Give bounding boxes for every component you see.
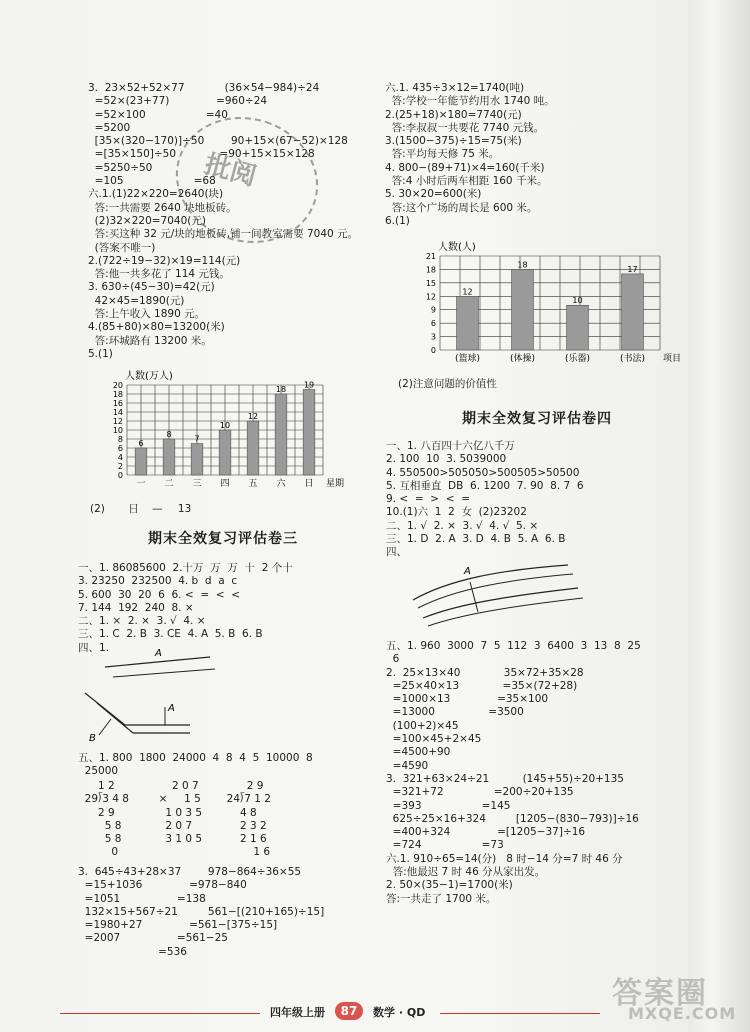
left-col1-line: 42×45=1890(元) [88,294,185,307]
division2-line: 2 9 [220,780,264,792]
bar-value-label: 18 [517,260,528,270]
bar [512,269,534,350]
right-col3-line: =13000 =3500 [386,706,524,719]
right-col3-line: 3. 321+63×24÷21 (145+55)÷20+135 [386,772,624,785]
left-col4-line: =2007 =561−25 [78,932,228,945]
right-col3-line: =393 =145 [386,799,511,812]
left-column-section-4 [78,866,324,959]
left-col1-line: 答:他一共多花了 114 元钱。 [88,268,230,281]
category-label: 三 [192,479,202,489]
left-col1-line: =105 =68 [88,175,216,188]
right-geometry-diagram [408,560,588,630]
bar [567,305,589,350]
left-col2-line: 5. 600 30 20 6 6. < = < < [78,588,241,601]
left-col1-line: =52×100 =40 [88,108,228,121]
page-fold [688,0,750,1032]
right-col3-line: =4500+90 [386,746,451,759]
right-col1-line: 六.1. 435÷3×12=1740(吨) [385,82,525,94]
right-col3-line: =321+72 =200÷20+135 [386,786,574,799]
right-col3-line: 答:一共走了 1700 米。 [386,892,497,905]
right-col3-line: =100×45+2×45 [386,733,482,746]
svg-text:B: B [89,733,96,744]
chart-title: 人数(万人) [125,371,173,382]
left-col2-line: 四、1. [78,641,110,654]
right-col1-line: 答:李叔叔一共要花 7740 元钱。 [385,121,545,134]
svg-text:A: A [168,703,175,714]
bar-value-label: 10 [572,296,583,306]
bar-value-label: 6 [138,439,144,448]
right-col2-line: 10.(1)六 1 2 女 (2)23202 [386,506,527,519]
left-col1-line: 答:环城路有 13200 米。 [88,334,212,347]
division1-line: 5 8 [78,819,122,832]
category-label: (书法) [619,354,646,364]
right-col2-line: 一、1. 八百四十六亿八千万 [386,440,515,452]
left-note-pre: (2) [90,503,105,515]
left-col1-line: =[35×150]÷50 =90+15×15×128 [88,148,315,161]
y-tick-label: 8 [117,435,123,444]
right-col2-line: 5. 互相垂直 DB 6. 1200 7. 90 8. 7 6 [386,479,584,492]
left-col1-line: =5250÷50 [88,161,153,174]
category-label: 五 [248,479,258,489]
left-note-val: 13 [177,503,192,515]
y-tick-label: 4 [117,453,123,462]
right-col2-line: 2. 100 10 3. 5039000 [386,453,507,466]
svg-text:A: A [155,648,162,659]
right-col1-line: 2.(25+18)×180=7740(元) [385,108,522,121]
chart-title: 人数(人) [438,242,476,253]
right-col1-line: 答:4 小时后两车相距 160 千米。 [385,175,548,188]
y-tick-label: 2 [117,462,123,471]
category-label: 日 [304,479,314,489]
right-col3-line: 2. 50×(35−1)=1700(米) [386,879,513,892]
left-col3-line: 五、1. 800 1800 24000 4 8 4 5 10000 8 [78,752,313,764]
x-axis-label: 星期 [326,479,345,489]
right-col1-line: 答:这个广场的周长是 600 米。 [385,201,538,214]
multiplication-1 [152,780,202,846]
y-tick-label: 6 [430,319,436,329]
right-col3-line: 答:他最迟 7 时 46 分从家出发。 [386,866,546,879]
left-column-section-2 [78,562,293,655]
bar-value-label: 12 [462,287,473,297]
bar [191,444,203,476]
bar-value-label: 8 [166,430,172,439]
division2-line: 1 6 [220,846,271,859]
category-label: 六 [276,479,286,489]
y-tick-label: 14 [112,408,123,417]
title-exam-4: 期末全效复习评估卷四 [462,411,612,427]
footer-subject: 数学 · QD [373,1006,426,1019]
watermark-logo: 答案圈 [612,976,708,1011]
left-col1-line: 5.(1) [88,347,113,360]
division2-line: 2 1 6 [220,833,267,846]
bar [622,274,644,350]
y-tick-label: 21 [425,252,436,261]
right-column-section-1 [385,82,555,228]
y-tick-label: 10 [112,426,123,435]
category-label: 一 [136,479,146,489]
right-col3-line: 2. 25×13×40 35×72+35×28 [386,666,584,679]
category-label: (篮球) [454,354,481,364]
left-col2-line: 7. 144 192 240 8. × [78,601,194,614]
x-axis-label: 项目 [663,354,682,364]
long-division-2 [220,780,271,860]
bar [247,421,259,475]
y-tick-label: 0 [117,471,123,480]
right-col1-line: 3.(1500−375)÷15=75(米) [385,135,522,148]
left-note-dash: — [152,503,163,515]
footer-grade: 四年级上册 [270,1006,325,1019]
bar-value-label: 12 [247,412,259,421]
right-col1-line: 6.(1) [385,214,410,227]
left-col1-line: 答:一共需要 2640 块地板砖。 [88,201,237,214]
y-tick-label: 18 [425,265,436,275]
mult1-line: 3 1 0 5 [152,833,203,846]
right-col2-line: 4. 550500>505050>500505>50500 [386,466,580,479]
left-col1-line: (2)32×220=7040(元) [88,214,206,227]
left-col1-line: 3. 630÷(45−30)=42(元) [88,281,215,294]
right-col2-line: 二、1. √ 2. × 3. √ 4. √ 5. × [386,519,539,532]
left-bar-chart [95,363,345,489]
right-col1-line: 答:学校一年能节约用水 1740 吨。 [385,95,555,108]
right-col3-line: 五、1. 960 3000 7 5 112 3 6400 3 13 8 25 [386,640,641,652]
left-col1-line: 4.(85+80)×80=13200(米) [88,321,225,334]
title-exam-3: 期末全效复习评估卷三 [148,531,298,547]
mult1-line: 1 0 3 5 [152,806,203,819]
right-col2-line: 9. < = > < = [386,493,471,506]
left-col2-line: 二、1. × 2. × 3. √ 4. × [78,615,206,628]
page-footer [60,1002,680,1022]
y-tick-label: 0 [430,346,436,355]
y-tick-label: 15 [425,278,436,288]
left-col1-line: (答案不唯一) [88,241,156,254]
left-col2-line: 三、1. C 2. B 3. CE 4. A 5. B 6. B [78,628,263,641]
left-col1-line: 2.(722÷19−32)×19=114(元) [88,254,241,267]
mult1-line: × 1 5 [152,793,201,806]
left-col3-line: 25000 [78,765,119,778]
y-tick-label: 12 [112,417,123,426]
footer-rule-right [440,1013,600,1014]
right-column-section-3 [386,640,641,906]
right-column-section-2 [386,440,584,560]
left-col4-line: =1051 =138 [78,892,206,905]
right-col2-line: 四、 [386,546,407,559]
division1-line: 1 2 [78,780,115,792]
division1-line: 29⟌3 4 8 [78,793,129,806]
right-col3-line: 625÷25×16+324 [1205−(830−793)]÷16 [386,812,639,825]
page-number: 87 [335,1002,363,1020]
left-col4-line: 3. 645÷43+28×37 978−864÷36×55 [78,866,302,878]
bar-value-label: 7 [194,434,200,444]
svg-text:A: A [464,566,471,577]
watermark-url: MXQE.COM [628,1004,737,1023]
right-col2-line: 三、1. D 2. A 3. D 4. B 5. A 6. B [386,533,566,546]
left-col2-line: 一、1. 86085600 2.十万 万 万 十 2 个十 [78,562,293,574]
right-col1-line: 4. 800−(89+71)×4=160(千米) [385,161,545,174]
left-col1-line: 答:上午收入 1890 元。 [88,308,206,321]
right-col3-line: 六.1. 910÷65=14(分) 8 时−14 分=7 时 46 分 [386,852,623,865]
stamp-text: 批阅 [201,149,260,193]
mult1-line: 2 0 7 [152,819,193,832]
right-col3-line: 6 [386,653,400,666]
division2-line: 4 8 [220,806,257,819]
left-note-mid: 日 [128,503,139,515]
left-col1-line: 答:买这种 32 元/块的地板砖,铺一间教室需要 7040 元。 [88,228,359,241]
y-tick-label: 12 [425,292,436,302]
category-label: (乐器) [564,354,591,364]
bar [163,439,175,475]
left-col2-line: 3. 23250 232500 4. b d a c [78,575,238,588]
y-tick-label: 3 [430,332,436,342]
bar [303,390,315,476]
left-geometry-diagram [85,645,285,745]
right-col3-line: =400+324 =[1205−37]÷16 [386,826,586,839]
y-tick-label: 18 [112,390,123,399]
bar-value-label: 17 [627,264,638,274]
division2-line: 2 3 2 [220,819,267,832]
y-tick-label: 16 [112,399,123,408]
division1-line: 2 9 [78,806,115,819]
left-col4-line: =15+1036 =978−840 [78,879,247,892]
y-tick-label: 6 [117,444,123,453]
y-tick-label: 9 [430,305,436,315]
bar [275,394,287,475]
right-col3-line: (100+2)×45 [386,719,459,732]
right-col3-line: =4590 [386,759,429,772]
right-chart-note: (2)注意问题的价值性 [398,378,497,390]
right-col3-line: =25×40×13 =35×(72+28) [386,679,578,692]
category-label: 四 [220,479,230,489]
category-label: 二 [164,479,174,489]
bar-value-label: 18 [275,385,287,394]
left-col1-line: [35×(320−170)]÷50 90+15×(67−52)×128 [88,135,348,148]
left-column-section-3 [78,752,313,779]
division1-line: 0 [78,846,119,859]
left-col1-line: 3. 23×52+52×77 (36×54−984)÷24 [88,82,320,94]
right-col3-line: =724 =73 [386,839,504,852]
left-col4-line: 132×15+567÷21 561−[(210+165)÷15] [78,905,325,918]
right-col1-line: 答:平均每天修 75 米。 [385,148,500,161]
left-col4-line: =1980+27 =561−[375÷15] [78,919,278,932]
left-col1-line: 六.1.(1)22×220=2640(块) [88,188,224,201]
right-bar-chart [400,232,700,372]
left-col4-line: =536 [78,945,187,958]
long-division-1 [78,780,129,860]
category-label: (体操) [509,354,536,364]
bar [219,430,231,475]
right-col1-line: 5. 30×20=600(米) [385,188,482,201]
bar [135,448,147,475]
left-col1-line: =5200 [88,121,131,134]
left-col1-line: =52×(23+77) =960÷24 [88,95,268,108]
division1-line: 5 8 [78,833,122,846]
division2-line: 24⟌7 1 2 [220,793,271,806]
bar-value-label: 10 [219,421,231,430]
y-tick-label: 20 [112,381,123,390]
right-col3-line: =1000×13 =35×100 [386,693,549,706]
left-chart-note [90,503,191,516]
bar [457,296,479,350]
footer-rule-left [60,1013,260,1014]
mult1-line: 2 0 7 [152,780,199,792]
bar-value-label: 19 [303,380,315,390]
